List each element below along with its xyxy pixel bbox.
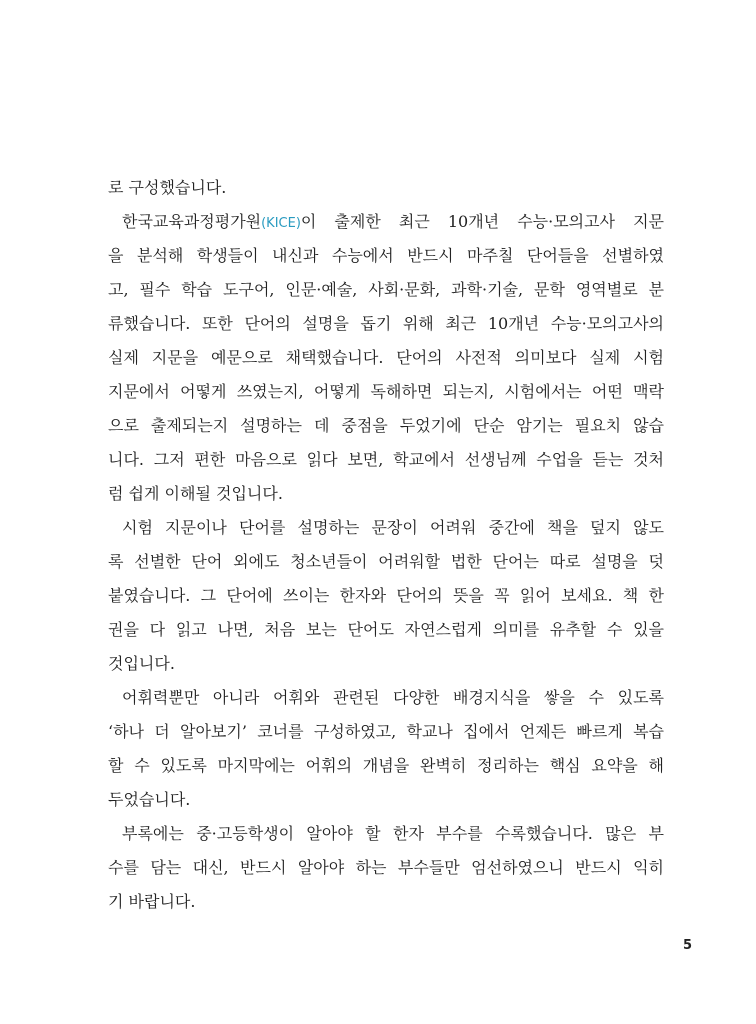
institution-name: 한국교육과정평가원 [122,212,262,231]
text-line: 으로 출제되는지 설명하는 데 중점을 두었기에 단순 암기는 필요치 않습 [108,416,664,435]
text-line: ‘하나 더 알아보기’ 코너를 구성하였고, 학교나 집에서 언제든 빠르게 복습 [108,722,664,741]
text-line: 류했습니다. 또한 단어의 설명을 돕기 위해 최근 10개년 수능·모의고사의 [108,314,664,333]
text-line: 어휘력뿐만 아니라 어휘와 관련된 다양한 배경지식을 쌓을 수 있도록 [122,688,664,707]
text-line: 록 선별한 단어 외에도 청소년들이 어려워할 법한 단어는 따로 설명을 덧 [108,552,664,571]
text-line: 것입니다. [108,654,175,673]
text-line: 니다. 그저 편한 마음으로 읽다 보면, 학교에서 선생님께 수업을 듣는 것처 [108,450,664,469]
text-line-rest: 이 출제한 최근 10개년 수능·모의고사 지문 [300,212,664,231]
text-line: 지문에서 어떻게 쓰였는지, 어떻게 독해하면 되는지, 시험에서는 어떤 맥락 [108,382,664,401]
text-line: 실제 지문을 예문으로 채택했습니다. 단어의 사전적 의미보다 실제 시험 [108,348,664,367]
text-line: 을 분석해 학생들이 내신과 수능에서 반드시 마주칠 단어들을 선별하였 [108,246,664,265]
text-line: 럼 쉽게 이해될 것입니다. [108,484,283,503]
text-line: 시험 지문이나 단어를 설명하는 문장이 어려워 중간에 책을 덮지 않도 [122,518,664,537]
text-line: 고, 필수 학습 도구어, 인문·예술, 사회·문화, 과학·기술, 문학 영역별로 분 [108,280,664,299]
page-number: 5 [682,938,692,953]
text-line: 붙였습니다. 그 단어에 쓰이는 한자와 단어의 뜻을 꼭 읽어 보세요. 책 한 [108,586,664,605]
text-line [122,207,664,237]
text-line: 수를 담는 대신, 반드시 알아야 하는 부수들만 엄선하였으니 반드시 익히 [108,858,664,877]
text-line: 로 구성했습니다. [108,178,227,197]
text-line: 할 수 있도록 마지막에는 어휘의 개념을 완벽히 정리하는 핵심 요약을 해 [108,756,664,775]
kice-abbreviation: (KICE) [261,216,301,231]
text-line: 두었습니다. [108,790,191,809]
text-line: 부록에는 중·고등학생이 알아야 할 한자 부수를 수록했습니다. 많은 부 [122,824,664,843]
text-line: 권을 다 읽고 나면, 처음 보는 단어도 자연스럽게 의미를 유추할 수 있을 [108,620,664,639]
text-line: 기 바랍니다. [108,892,196,911]
